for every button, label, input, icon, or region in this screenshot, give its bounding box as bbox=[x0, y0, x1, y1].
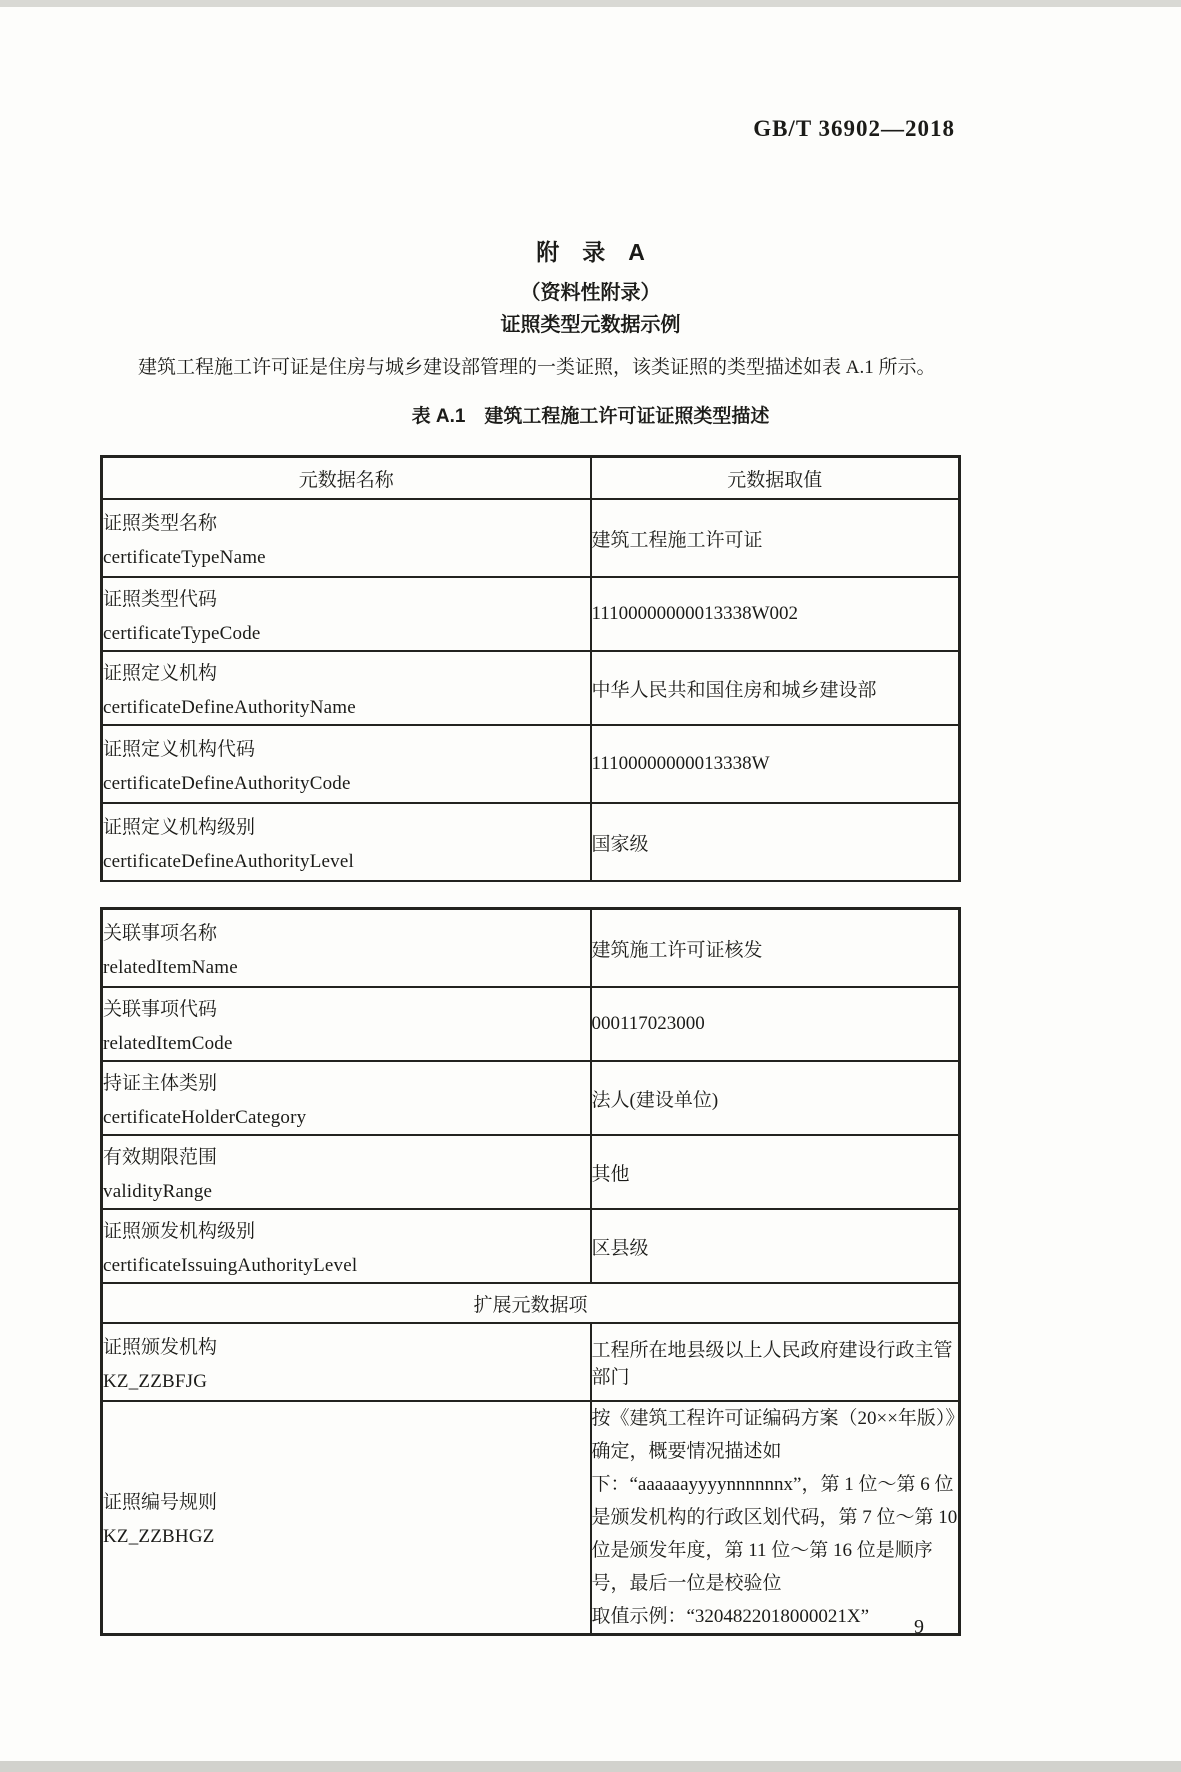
field-name-zh: 证照类型代码 bbox=[103, 588, 218, 610]
field-value: 11100000000013338W002 bbox=[591, 577, 960, 651]
field-name-zh: 有效期限范围 bbox=[103, 1146, 218, 1168]
table-row bbox=[102, 909, 960, 988]
field-name-en: relatedItemName bbox=[103, 956, 238, 978]
field-value bbox=[591, 1401, 960, 1635]
appendix-subtitle: （资料性附录） bbox=[520, 282, 661, 304]
scan-edge-top bbox=[0, 0, 1181, 7]
field-name-en: relatedItemCode bbox=[103, 1032, 233, 1054]
appendix-section-title: 证照类型元数据示例 bbox=[500, 314, 681, 336]
field-name-en: certificateDefineAuthorityName bbox=[103, 696, 356, 718]
field-name-zh: 证照定义机构 bbox=[103, 662, 218, 684]
table-row bbox=[102, 577, 960, 651]
field-name-en: certificateHolderCategory bbox=[103, 1106, 307, 1128]
field-name-zh: 证照颁发机构 bbox=[103, 1336, 218, 1358]
table-header-row bbox=[102, 457, 960, 500]
table-row bbox=[102, 1061, 960, 1135]
field-name-en: KZ_ZZBFJG bbox=[103, 1370, 208, 1392]
page-number: 9 bbox=[914, 1616, 924, 1638]
field-value: 11100000000013338W bbox=[591, 725, 960, 803]
scan-edge-bottom bbox=[0, 1761, 1181, 1772]
field-name-en: KZ_ZZBHGZ bbox=[103, 1526, 215, 1547]
field-name-cell bbox=[102, 577, 591, 651]
column-header-value: 元数据取值 bbox=[591, 457, 960, 500]
field-name-cell bbox=[102, 1323, 591, 1401]
table-row bbox=[102, 803, 960, 881]
metadata-table-part1 bbox=[100, 455, 961, 882]
field-name-cell bbox=[102, 1061, 591, 1135]
field-value: 区县级 bbox=[591, 1209, 960, 1283]
field-name-en: certificateTypeName bbox=[103, 546, 266, 568]
numbering-rule-description: 按《建筑工程许可证编码方案（20××年版）》确定，概要情况描述如下：“aaaaaayyyynnnnnnx”，第 1 位～第 6 位是颁发机构的行政区划代码，第 7 位～第 10 位是颁发年度，第 11 位～第 16 位是顺序号，最后一位是校验位 bbox=[591, 1408, 958, 1594]
table-row bbox=[102, 725, 960, 803]
field-name-cell bbox=[102, 1209, 591, 1283]
field-name-cell bbox=[102, 987, 591, 1061]
extension-section-row bbox=[102, 1283, 960, 1323]
field-name-en: certificateDefineAuthorityLevel bbox=[103, 850, 354, 872]
numbering-rule-example: 取值示例：“3204822018000021X” bbox=[591, 1606, 870, 1627]
table-caption: 表 A.1 建筑工程施工许可证证照类型描述 bbox=[411, 406, 770, 427]
field-name-en: certificateIssuingAuthorityLevel bbox=[103, 1254, 358, 1276]
field-name-cell bbox=[102, 909, 591, 988]
table-row bbox=[102, 1209, 960, 1283]
field-name-cell bbox=[102, 725, 591, 803]
table-row bbox=[102, 651, 960, 725]
field-name-en: certificateTypeCode bbox=[103, 622, 261, 644]
extension-section-header: 扩展元数据项 bbox=[102, 1283, 960, 1323]
field-name-zh: 证照颁发机构级别 bbox=[103, 1220, 256, 1242]
table-row bbox=[102, 1135, 960, 1209]
column-header-name: 元数据名称 bbox=[102, 457, 591, 500]
table-row bbox=[102, 1401, 960, 1635]
table-row bbox=[102, 987, 960, 1061]
field-name-zh: 关联事项名称 bbox=[103, 922, 218, 944]
field-name-zh: 证照定义机构代码 bbox=[103, 738, 256, 760]
field-value: 工程所在地县级以上人民政府建设行政主管部门 bbox=[591, 1323, 960, 1401]
field-name-cell bbox=[102, 499, 591, 577]
field-name-cell bbox=[102, 1135, 591, 1209]
field-name-cell bbox=[102, 1401, 591, 1635]
field-value: 其他 bbox=[591, 1135, 960, 1209]
field-name-zh: 证照定义机构级别 bbox=[103, 816, 256, 838]
field-name-cell bbox=[102, 651, 591, 725]
intro-paragraph: 建筑工程施工许可证是住房与城乡建设部管理的一类证照，该类证照的类型描述如表 A.1 所示。 bbox=[138, 357, 936, 378]
field-name-cell bbox=[102, 803, 591, 881]
field-value: 法人(建设单位) bbox=[591, 1061, 960, 1135]
field-value: 中华人民共和国住房和城乡建设部 bbox=[591, 651, 960, 725]
field-value: 000117023000 bbox=[591, 987, 960, 1061]
metadata-table-part2 bbox=[100, 907, 961, 1636]
field-value: 建筑工程施工许可证 bbox=[591, 499, 960, 577]
field-name-zh: 证照编号规则 bbox=[103, 1492, 218, 1513]
field-name-zh: 持证主体类别 bbox=[103, 1072, 218, 1094]
appendix-title: 附 录 A bbox=[536, 239, 645, 265]
field-name-zh: 证照类型名称 bbox=[103, 512, 218, 534]
standard-number: GB/T 36902—2018 bbox=[753, 116, 955, 141]
field-name-en: certificateDefineAuthorityCode bbox=[103, 772, 351, 794]
table-row bbox=[102, 499, 960, 577]
field-value: 国家级 bbox=[591, 803, 960, 881]
field-value: 建筑施工许可证核发 bbox=[591, 909, 960, 988]
field-name-zh: 关联事项代码 bbox=[103, 998, 218, 1020]
table-row bbox=[102, 1323, 960, 1401]
field-name-en: validityRange bbox=[103, 1180, 213, 1202]
